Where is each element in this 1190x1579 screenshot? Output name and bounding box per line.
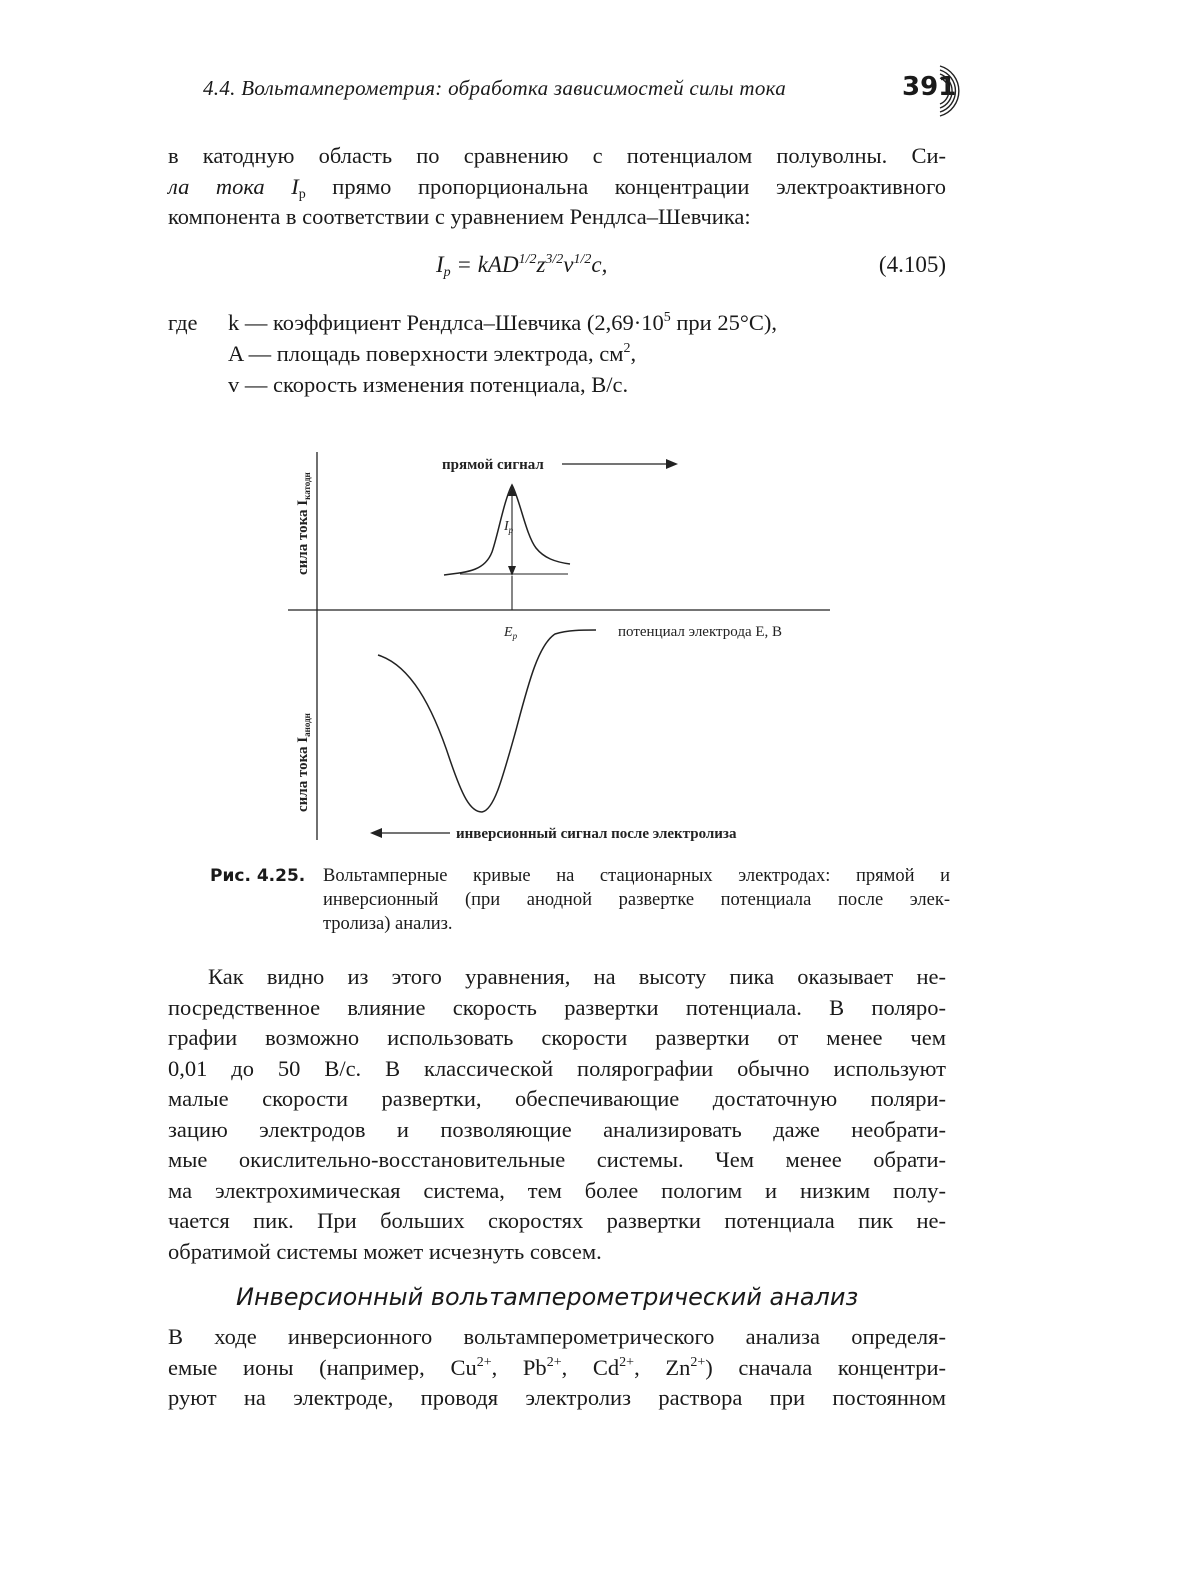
direct-signal-arrowhead-icon bbox=[666, 459, 678, 469]
y-axis-label-cathodic: сила тока $I_{катодн}$ bbox=[295, 472, 312, 575]
running-header: 4.4. Вольтамперометрия: обработка зависимостей силы тока bbox=[203, 76, 787, 100]
inversion-signal-arrowhead-icon bbox=[370, 828, 382, 838]
text-line: ла тока $I_p$ прямо пропорциональна концентрации электроактивного bbox=[168, 173, 946, 202]
text-line: графии возможно использовать скорости развертки от менее чем bbox=[168, 1025, 946, 1050]
text-line: компонента в соответствии с уравнением Рендлса–Шевчика: bbox=[168, 204, 751, 229]
text-line: обратимой системы может исчезнуть совсем. bbox=[168, 1238, 602, 1264]
y-axis-label-anodic: сила тока $I_{анодн}$ bbox=[295, 713, 312, 812]
text-line: руют на электроде, проводя электролиз раствора при постоянном bbox=[168, 1385, 946, 1410]
paragraph-inversion bbox=[168, 1322, 946, 1414]
peak-label-ip: $I_p$ bbox=[504, 519, 514, 535]
page-number-decoration-icon bbox=[936, 60, 972, 122]
direct-signal-label: прямой сигнал bbox=[442, 457, 544, 473]
text-line: ма электрохимическая система, тем более пологим и низким полу- bbox=[168, 1177, 946, 1203]
definition-k: k — коэффициент Рендлса–Шевчика ($2,69\cdot 10^5$ при 25°C), bbox=[228, 310, 777, 335]
text-line: в катодную область по сравнению с потенциалом полуволны. Си- bbox=[168, 143, 946, 168]
equation-body: $I_p = kAD^{1/2}z^{3/2}v^{1/2}c$, bbox=[436, 252, 608, 280]
inversion-peak-curve bbox=[378, 630, 596, 812]
text-line: Как видно из этого уравнения, на высоту пика оказывает не- bbox=[208, 964, 946, 989]
text-line: емые ионы (например, $Cu^{2+}$, $Pb^{2+}$, $Cd^{2+}$, $Zn^{2+}$) сначала концентри- bbox=[168, 1354, 946, 1380]
text-line: чается пик. При больших скоростях развертки потенциала пик не- bbox=[168, 1208, 946, 1233]
inversion-signal-label: инверсионный сигнал после электролиза bbox=[456, 826, 737, 842]
caption-label: Рис. 4.25. bbox=[210, 866, 306, 886]
text-line: 0,01 до 50 В/с. В классической полярографии обычно используют bbox=[168, 1055, 946, 1081]
text-line: посредственное влияние скорость развертки потенциала. В поляро- bbox=[168, 994, 946, 1020]
definition-v: v — скорость изменения потенциала, В/с. bbox=[228, 372, 629, 397]
page-number: 391 bbox=[902, 72, 957, 102]
paragraph-intro bbox=[168, 141, 946, 233]
paragraph-scan-rate bbox=[168, 962, 946, 1267]
equation-number: (4.105) bbox=[878, 252, 946, 277]
definition-A: A — площадь поверхности электрода, $см^2$, bbox=[228, 341, 637, 366]
ep-label: $E_p$ bbox=[504, 625, 518, 641]
voltammetry-figure bbox=[270, 440, 850, 850]
x-axis-label: потенциал электрода E, В bbox=[618, 624, 783, 640]
equation-4-105 bbox=[168, 252, 946, 282]
caption-text: Вольтамперные кривые на стационарных электродах: прямой и инверсионный (при анодной развертке потенциала после элек- тролиза) анализ. bbox=[323, 866, 950, 934]
text-line: мые окислительно-восстановительные системы. Чем менее обрати- bbox=[168, 1147, 946, 1172]
text-line: зацию электродов и позволяющие анализировать даже необрати- bbox=[168, 1116, 946, 1142]
text-line: В ходе инверсионного вольтамперометрического анализа определя- bbox=[168, 1324, 946, 1349]
where-label: где bbox=[168, 310, 198, 335]
text-line: малые скорости развертки, обеспечивающие достаточную поляри- bbox=[168, 1086, 946, 1111]
section-title: Инверсионный вольтамперометрический анализ bbox=[236, 1283, 859, 1311]
